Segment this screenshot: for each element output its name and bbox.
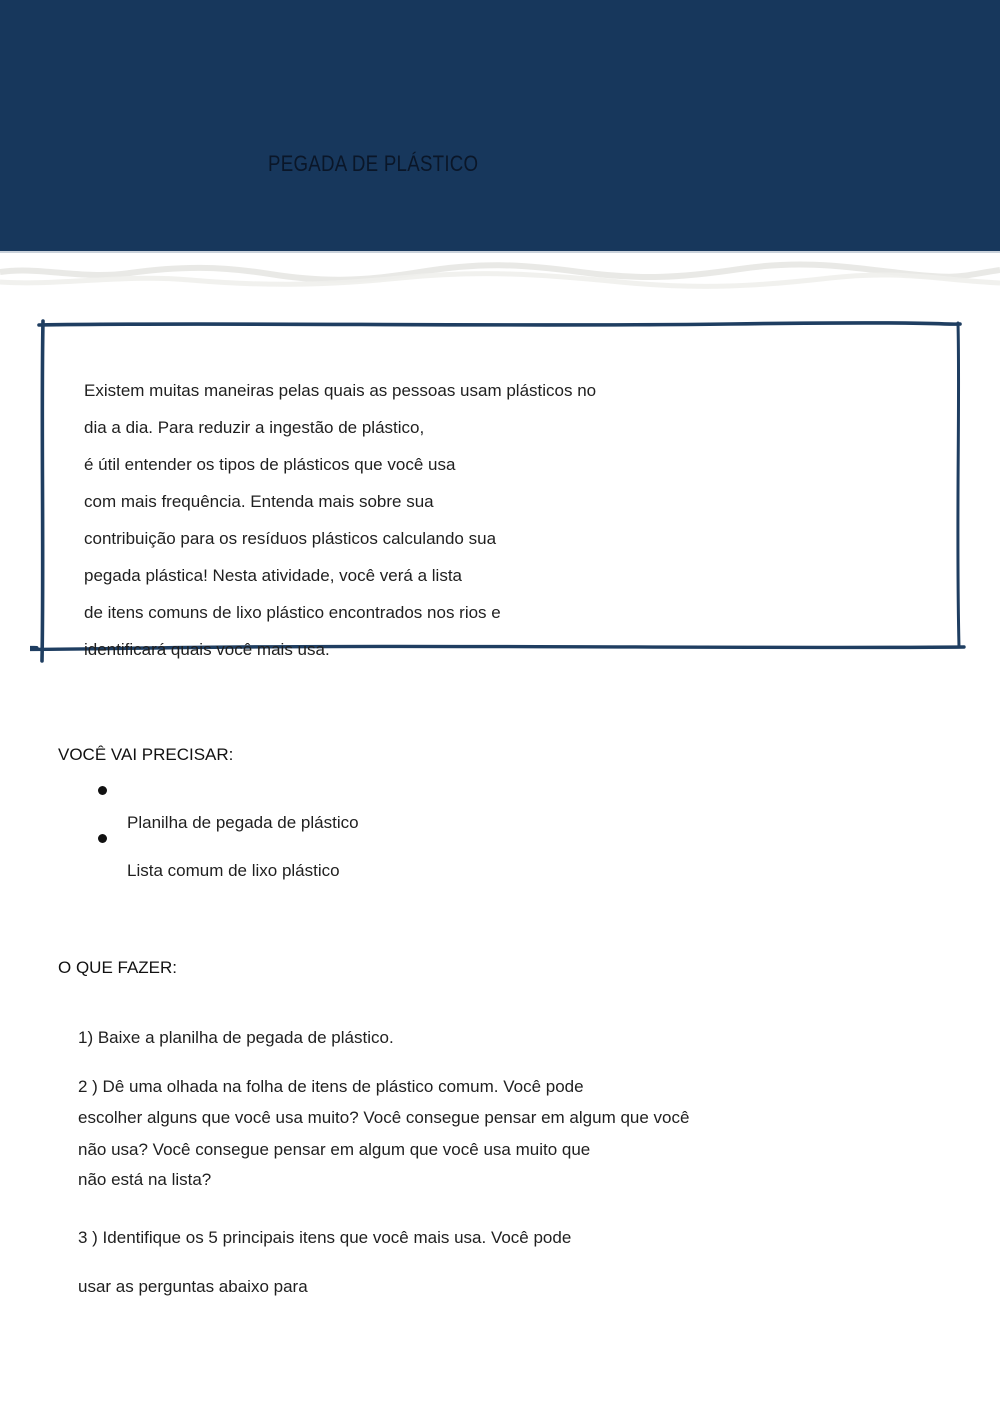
step-line: não está na lista? <box>78 1170 212 1189</box>
intro-line: dia a dia. Para reduzir a ingestão de plástico, <box>84 418 425 437</box>
list-item: Lista comum de lixo plástico <box>127 861 340 880</box>
list-item: Planilha de pegada de plástico <box>127 813 359 832</box>
what-to-do-heading: O QUE FAZER: <box>58 958 178 977</box>
step-line: 1) Baixe a planilha de pegada de plástico. <box>78 1028 394 1047</box>
intro-line: pegada plástica! Nesta atividade, você verá a lista <box>84 566 463 585</box>
intro-line: de itens comuns de lixo plástico encontrados nos rios e <box>84 603 501 622</box>
torn-paper-texture <box>0 256 1000 296</box>
intro-line: é útil entender os tipos de plásticos que você usa <box>84 455 456 474</box>
step-line: não usa? Você consegue pensar em algum que você usa muito que <box>78 1140 591 1159</box>
bullet-dot-icon <box>98 834 107 843</box>
header-divider <box>0 251 1000 253</box>
intro-line: Existem muitas maneiras pelas quais as pessoas usam plásticos no <box>84 381 597 400</box>
page-title: PEGADA DE PLÁSTICO <box>268 151 479 176</box>
intro-line: com mais frequência. Entenda mais sobre sua <box>84 492 434 511</box>
header-band <box>0 0 1000 251</box>
step-line: escolher alguns que você usa muito? Você consegue pensar em algum que você <box>78 1108 690 1127</box>
you-will-need-heading: VOCÊ VAI PRECISAR: <box>58 745 234 764</box>
bullet-dot-icon <box>98 786 107 795</box>
step-line: usar as perguntas abaixo para <box>78 1277 308 1296</box>
intro-line: contribuição para os resíduos plásticos calculando sua <box>84 529 497 548</box>
intro-line: identificará quais você mais usa. <box>84 640 330 659</box>
step-line: 2 ) Dê uma olhada na folha de itens de plástico comum. Você pode <box>78 1077 584 1096</box>
step-line: 3 ) Identifique os 5 principais itens que você mais usa. Você pode <box>78 1228 572 1247</box>
